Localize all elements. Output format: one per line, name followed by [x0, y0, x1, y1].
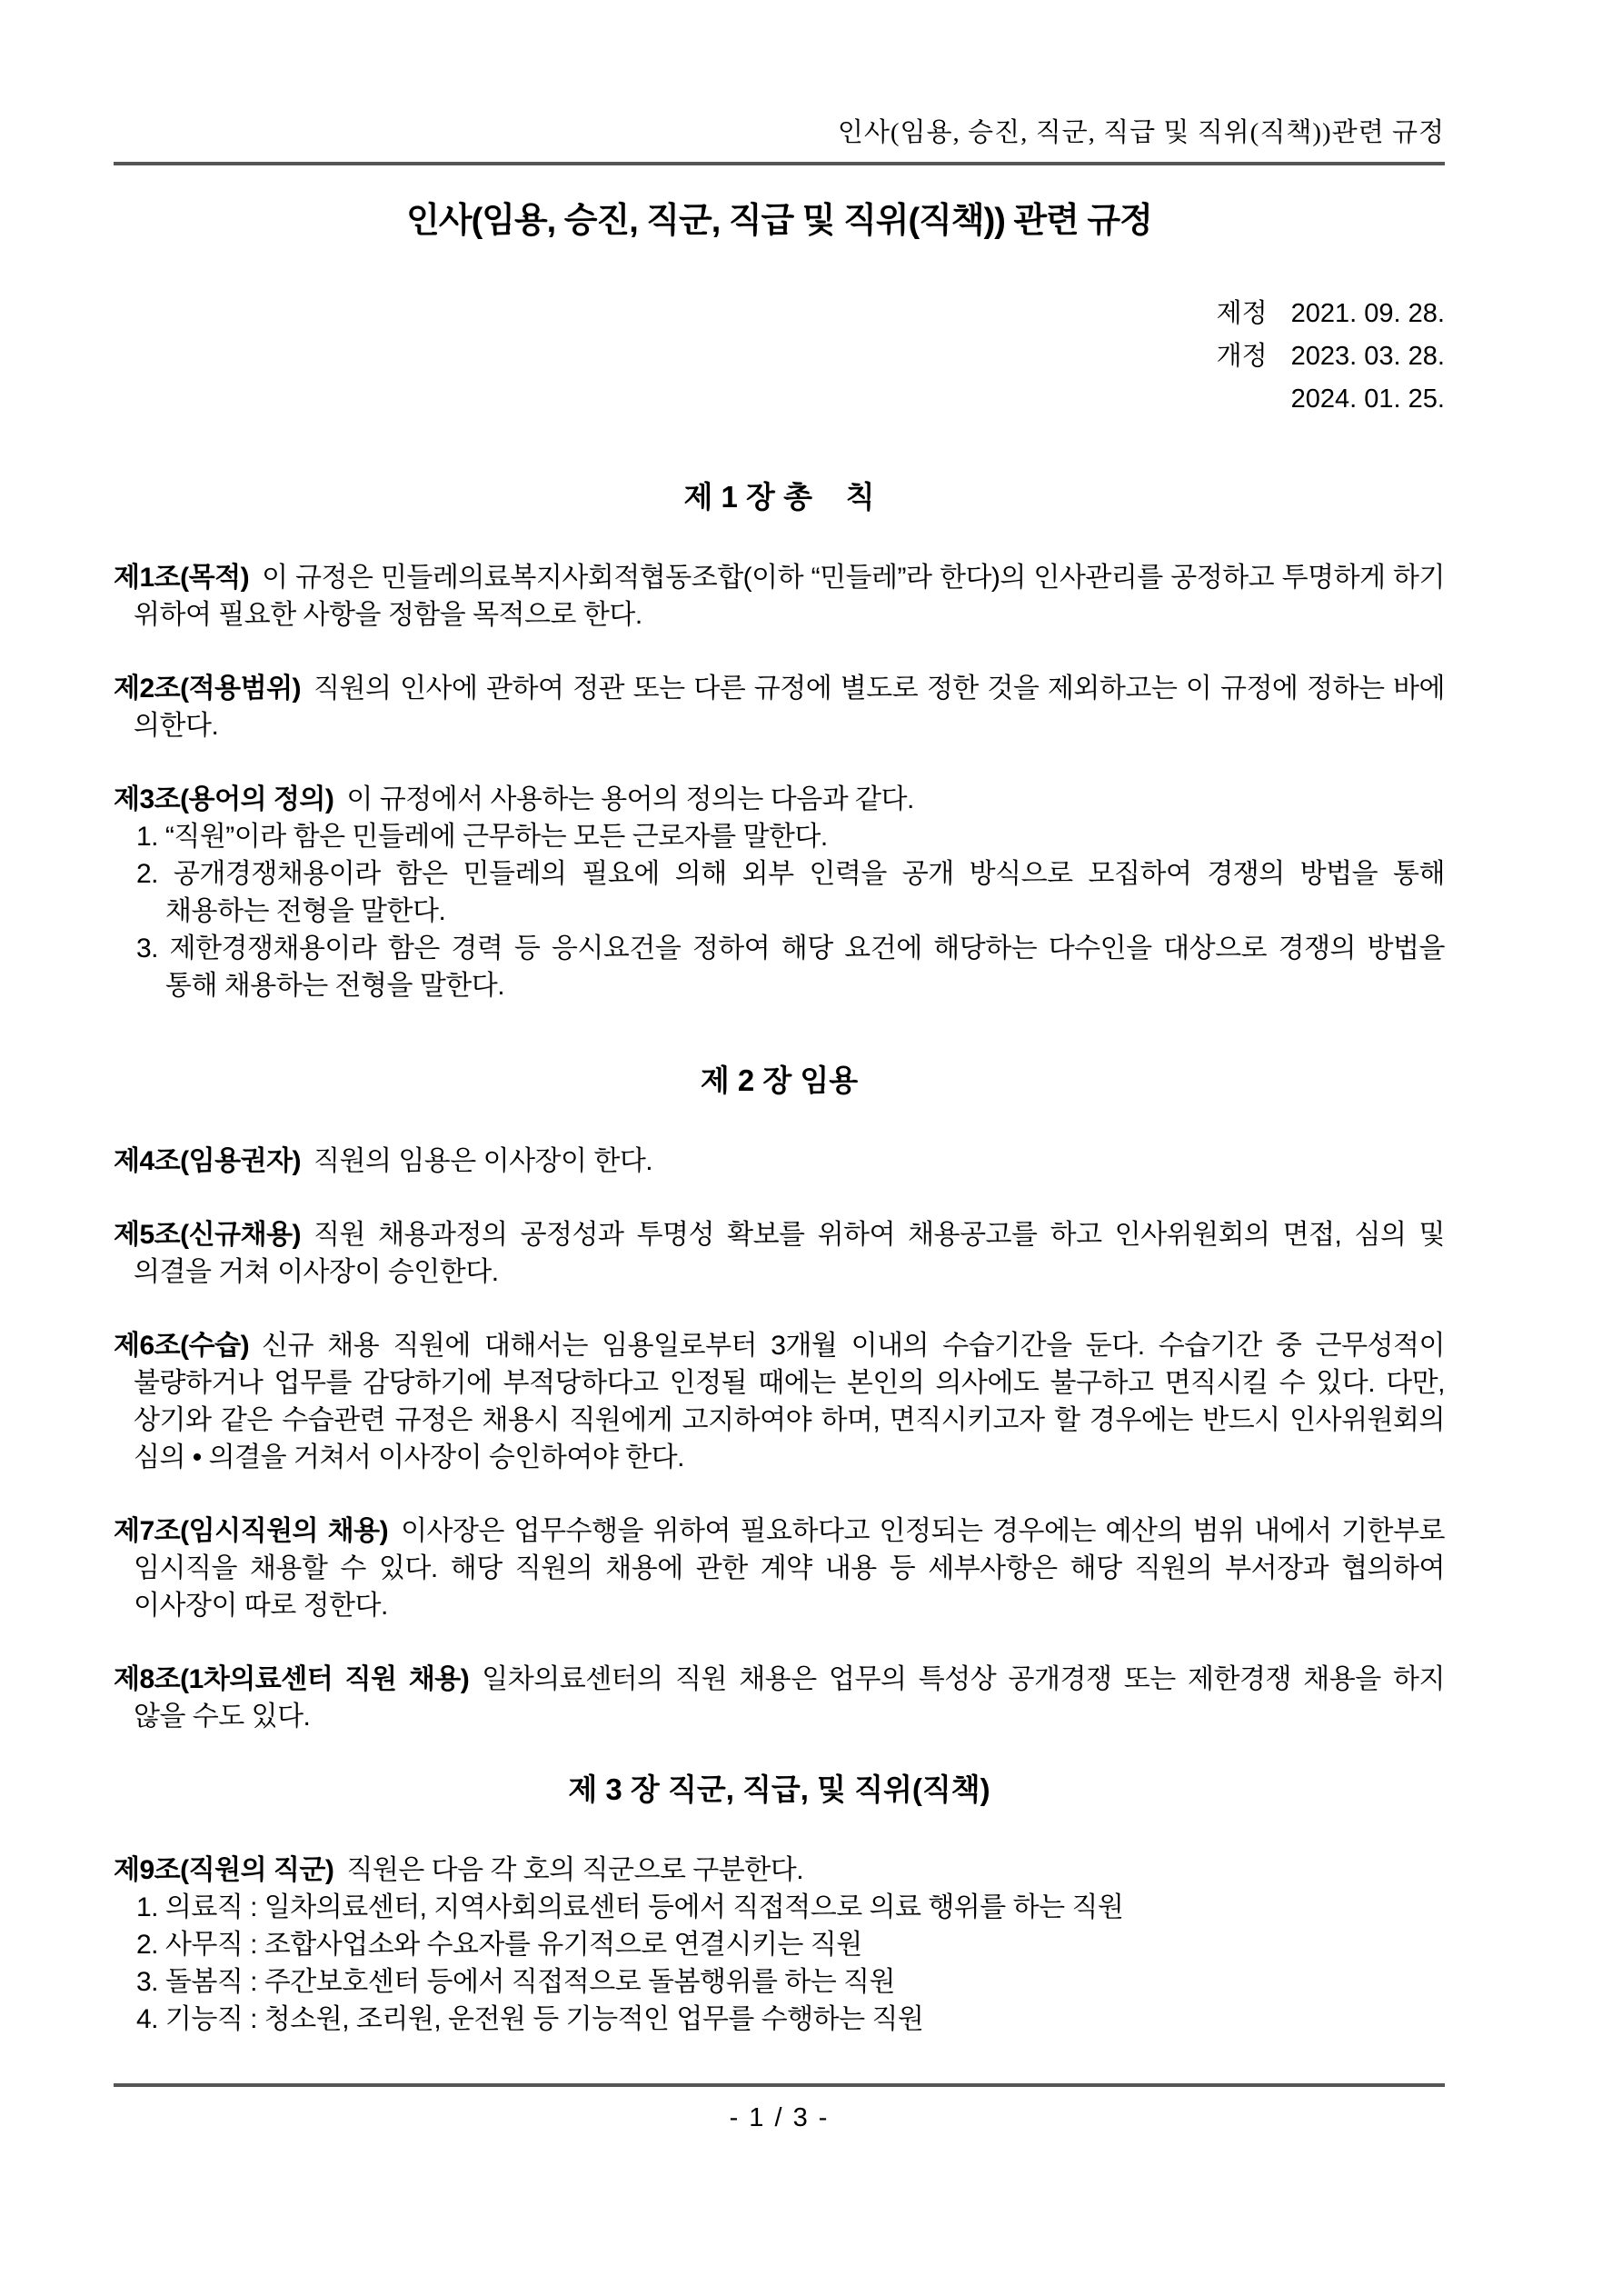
article-7-text: 이사장은 업무수행을 위하여 필요하다고 인정되는 경우에는 예산의 범위 내에서 기한부로 임시직을 채용할 수 있다. 해당 직원의 채용에 관한 계약 내용 등 세부사항은 해당 직원의 부서장과 협의하여 이사장이 따로 정한다. [134, 1516, 1445, 1621]
article-9 [114, 1852, 1445, 1889]
chapter-2-heading: 제 2 장 임용 [700, 1063, 859, 1097]
article-6-label: 제6조(수습) [114, 1331, 250, 1361]
article-3-item-1: 1. “직원”이라 함은 민들레에 근무하는 모든 근로자를 말한다. [136, 822, 828, 852]
article-7-label: 제7조(임시직원의 채용) [114, 1516, 389, 1546]
article-8-text: 일차의료센터의 직원 채용은 업무의 특성상 공개경쟁 또는 제한경쟁 채용을 하지 않을 수도 있다. [134, 1664, 1445, 1732]
article-6-text: 신규 채용 직원에 대해서는 임용일로부터 3개월 이내의 수습기간을 둔다. 수습기간 중 근무성적이 불량하거나 업무를 감당하기에 부적당하다고 인정될 때에는 본인의 의사에도 불구하고 면직시킬 수 있다. 다만, 상기와 같은 수습관련 규정은 채용시 직원에게 고지하여야 하며, 면직시키고자 할 경우에는 반드시 인사위원회의 심의 • 의결을 거쳐서 이사장이 승인하여야 한다. [134, 1331, 1445, 1472]
chapter-1-heading: 제 1 장 총 칙 [683, 480, 875, 514]
page-number: - 1 / 3 - [729, 2103, 830, 2132]
article-1-text: 이 규정은 민들레의료복지사회적협동조합(이하 “민들레”라 한다)의 인사관리를 공정하고 투명하게 하기 위하여 필요한 사항을 정함을 목적으로 한다. [134, 563, 1445, 630]
article-3 [114, 781, 1445, 818]
article-5-label: 제5조(신규채용) [114, 1220, 302, 1250]
page-title: 인사(임용, 승진, 직군, 직급 및 직위(직책)) 관련 규정 [406, 202, 1152, 240]
running-header: 인사(임용, 승진, 직군, 직급 및 직위(직책))관련 규정 [837, 118, 1445, 147]
article-8-label: 제8조(1차의료센터 직원 채용) [114, 1664, 470, 1694]
article-5-text: 직원 채용과정의 공정성과 투명성 확보를 위하여 채용공고를 하고 인사위원회의 면접, 심의 및 의결을 거쳐 이사장이 승인한다. [134, 1220, 1445, 1287]
article-2-text: 직원의 인사에 관하여 정관 또는 다른 규정에 별도로 정한 것을 제외하고는 이 규정에 정하는 바에 의한다. [134, 674, 1445, 741]
chapter-3-heading: 제 3 장 직군, 직급, 및 직위(직책) [568, 1772, 990, 1806]
revision-row [114, 378, 1445, 421]
article-8 [114, 1661, 1445, 1735]
article-2-label: 제2조(적용범위) [114, 674, 302, 704]
article-9-text: 직원은 다음 각 호의 직군으로 구분한다. [346, 1855, 804, 1885]
article-9-label: 제9조(직원의 직군) [114, 1855, 334, 1885]
revision-label: 개정 [1216, 342, 1268, 371]
article-9-item-1: 1. 의료직 : 일차의료센터, 지역사회의료센터 등에서 직접적으로 의료 행위를 하는 직원 [136, 1892, 1124, 1922]
revision-date: 2023. 03. 28. [1290, 342, 1445, 371]
article-5 [114, 1216, 1445, 1291]
revision-date: 2024. 01. 25. [1290, 384, 1445, 414]
article-9-item-2: 2. 사무직 : 조합사업소와 수요자를 유기적으로 연결시키는 직원 [136, 1930, 862, 1960]
article-9-item-4: 4. 기능직 : 청소원, 조리원, 운전원 등 기능적인 업무를 수행하는 직원 [136, 2004, 924, 2034]
revision-row [114, 293, 1445, 335]
article-3-text: 이 규정에서 사용하는 용어의 정의는 다음과 같다. [346, 784, 914, 814]
article-4-label: 제4조(임용권자) [114, 1146, 302, 1176]
article-4-text: 직원의 임용은 이사장이 한다. [313, 1146, 653, 1176]
article-2 [114, 670, 1445, 744]
page-footer [114, 2083, 1445, 2133]
article-6 [114, 1327, 1445, 1476]
article-4 [114, 1143, 1445, 1180]
article-7 [114, 1512, 1445, 1624]
article-9-item-3: 3. 돌봄직 : 주간보호센터 등에서 직접적으로 돌봄행위를 하는 직원 [136, 1967, 896, 1997]
article-1-label: 제1조(목적) [114, 563, 250, 593]
revision-date: 2021. 09. 28. [1290, 299, 1445, 328]
article-3-item-3: 3. 제한경쟁채용이라 함은 경력 등 응시요건을 정하여 해당 요건에 해당하는 다수인을 대상으로 경쟁의 방법을 통해 채용하는 전형을 말한다. [136, 933, 1445, 1001]
revision-row [114, 335, 1445, 378]
article-3-item-2: 2. 공개경쟁채용이라 함은 민들레의 필요에 의해 외부 인력을 공개 방식으로 모집하여 경쟁의 방법을 통해 채용하는 전형을 말한다. [136, 859, 1445, 926]
article-3-label: 제3조(용어의 정의) [114, 784, 334, 814]
revision-label: 제정 [1216, 299, 1268, 328]
revision-history [114, 293, 1445, 421]
footer-divider [114, 2083, 1445, 2087]
article-1 [114, 559, 1445, 634]
header-divider [114, 162, 1445, 165]
